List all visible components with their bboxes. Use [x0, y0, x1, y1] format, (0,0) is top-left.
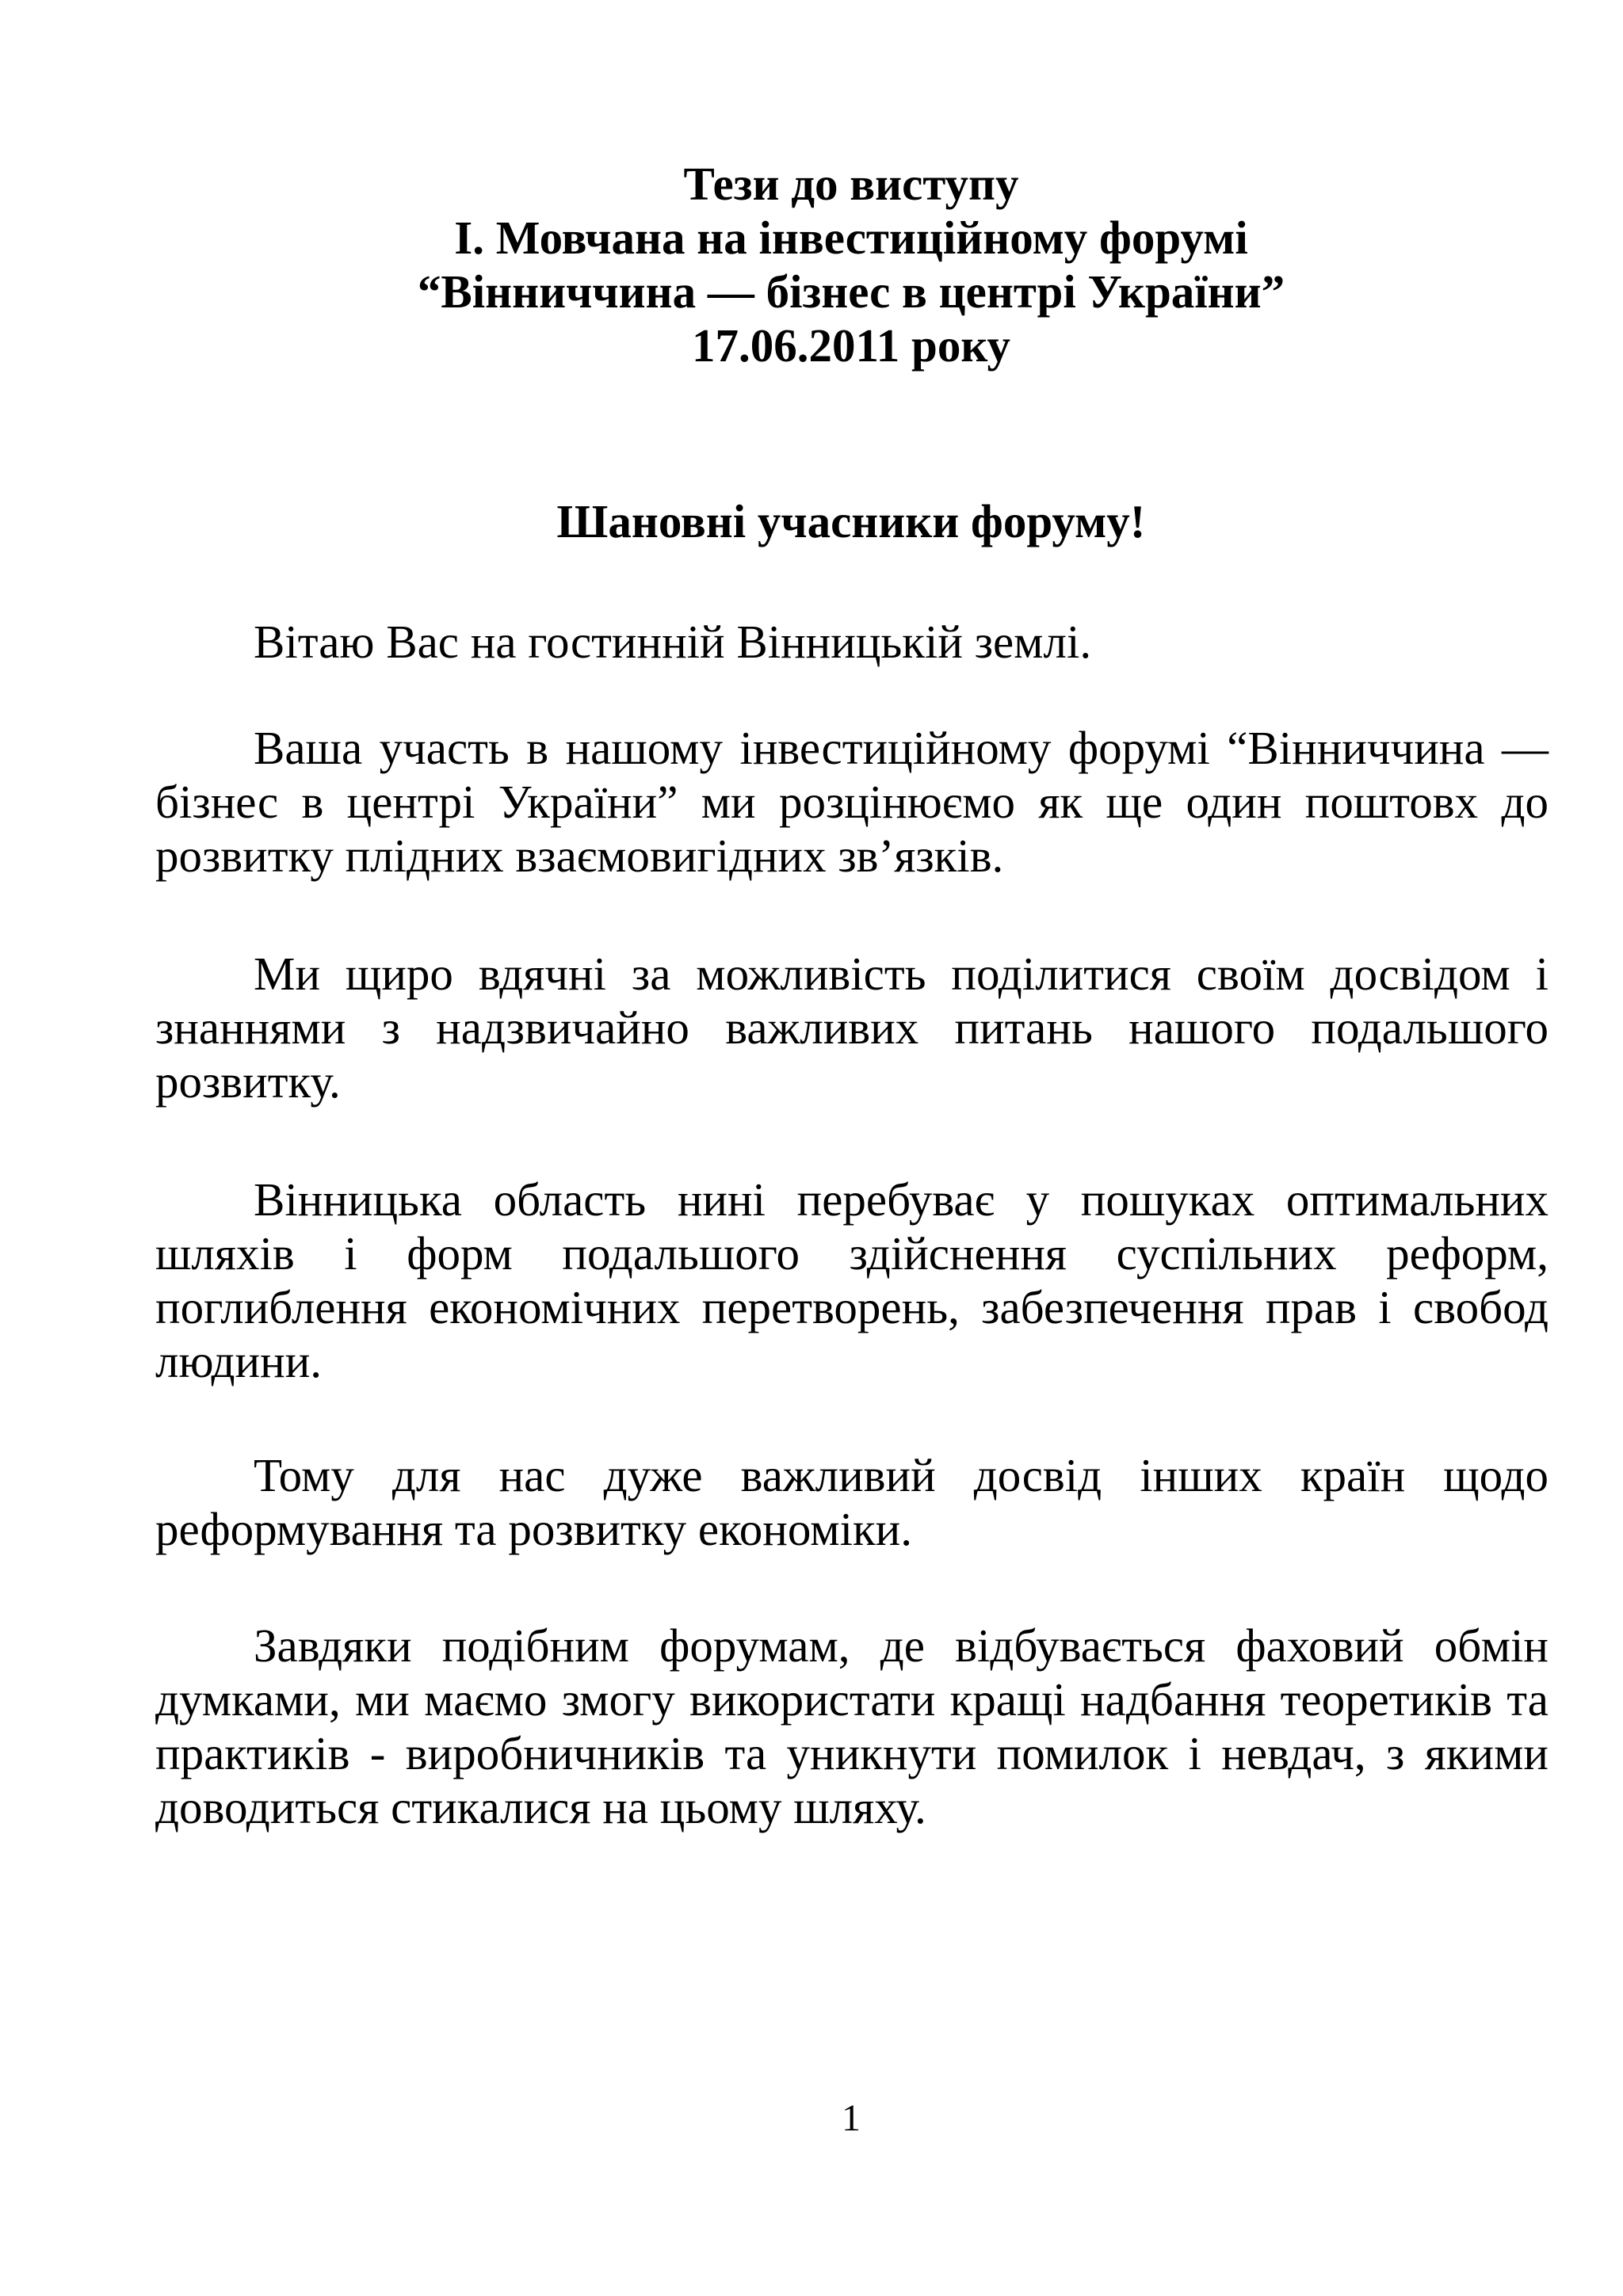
- paragraph: Ваша участь в нашому інвестиційному форумі “Вінниччина — бізнес в центрі України” ми розцінюємо як ще один поштовх до розвитку плідних взаємовигідних зв’язків.: [155, 722, 1549, 882]
- title-line: 17.06.2011 року: [692, 319, 1010, 372]
- page-number: 1: [842, 2097, 861, 2139]
- document-title: [0, 157, 1623, 372]
- paragraph: Завдяки подібним форумам, де відбувається фаховий обмін думками, ми маємо змогу використати кращі надбання теоретиків та практиків - виробничників та уникнути помилок і невдач, з якими доводиться стикалися на цьому шляху.: [155, 1619, 1549, 1833]
- paragraph: Вітаю Вас на гостинній Вінницькій землі.: [254, 616, 1092, 668]
- paragraph: Ми щиро вдячні за можливість поділитися своїм досвідом і знаннями з надзвичайно важливих питань нашого подальшого розвитку.: [155, 948, 1549, 1108]
- paragraph: Вінницька область нині перебуває у пошуках оптимальних шляхів і форм подальшого здійснення суспільних реформ, поглиблення економічних перетворень, забезпечення прав і свобод людини.: [155, 1173, 1549, 1387]
- title-line: Тези до виступу: [683, 158, 1019, 210]
- paragraph: Тому для нас дуже важливий досвід інших країн щодо реформування та розвитку економіки.: [155, 1449, 1549, 1555]
- greeting-heading: Шановні учасники форуму!: [556, 495, 1146, 547]
- title-line: “Вінниччина — бізнес в центрі України”: [417, 265, 1285, 318]
- title-line: І. Мовчана на інвестиційному форумі: [454, 212, 1248, 264]
